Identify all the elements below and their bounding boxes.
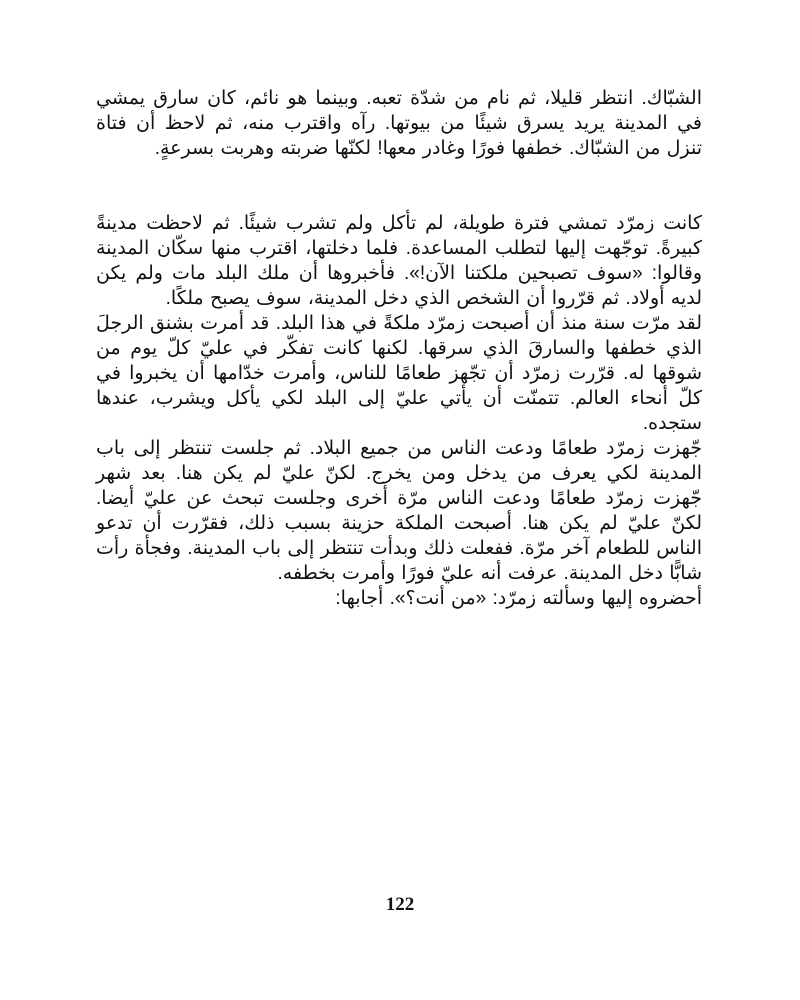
paragraph-4: جّهزت زمرّد طعامًا ودعت الناس من جميع البلاد. ثم جلست تنتظر إلى باب المدينة لكي يعرف من يدخل ومن يخرج. لكنّ عليّ لم يكن هنا. بعد شهر جّهزت زمرّد طعامًا ودعت الناس مرّة أخرى وجلست تبحث عن عليّ أيضا. لكنّ عليّ لم يكن هنا. أصبحت الملكة حزينة بسبب ذلك، فقرّرت أن تدعو الناس للطعام آخر مرّة. ففعلت ذلك وبدأت تنتظر إلى باب المدينة. وفجأة رأت شابًّا دخل المدينة. عرفت أنه عليّ فورًا وأمرت بخطفه. — [96, 438, 702, 584]
paragraph-2: كانت زمرّد تمشي فترة طويلة، لم تأكل ولم تشرب شيئًا. ثم لاحظت مدينةً كبيرةً. توجّهت إليها لتطلب المساعدة. فلما دخلتها، اقترب منها سكّان المدينة وقالوا: «سوف تصبحين ملكتنا الآن!». فأخبروها أن ملك البلد مات ولم يكن لديه أولاد. ثم قرّروا أن الشخص الذي دخل المدينة، سوف يصبح ملكًا. — [96, 213, 702, 309]
paragraph-spacer — [96, 161, 702, 186]
paragraph-5: أحضروه إليها وسألته زمرّد: «من أنت؟». أجابها: — [335, 588, 702, 609]
paragraph-3: لقد مرّت سنة منذ أن أصبحت زمرّد ملكةً في هذا البلد. قد أمرت بشنق الرجلَ الذي خطفها والسارقَ الذي سرقها. لكنها كانت تفكّر في عليّ كلّ يوم من شوقها له. قرّرت زمرّد أن تجّهز طعامًا للناس، وأمرت خدّامها أن يخبروا في كلّ أنحاء العالم. تتمنّت أن يأتي عليّ إلى البلد لكي يأكل ويشرب، عندها ستجده. — [96, 313, 702, 434]
paragraph-spacer — [96, 186, 702, 211]
page-body — [96, 86, 702, 611]
paragraph-1: الشبّاك. انتظر قليلا، ثم نام من شدّة تعبه. وبينما هو نائم، كان سارق يمشي في المدينة يريد يسرق شيئًا من بيوتها. رآه واقترب منه، ثم لاحظ أن فتاة تنزل من الشبّاك. خطفها فورًا وغادر معها! لكنّها ضربته وهربت بسرعةٍ. — [96, 88, 702, 159]
page-number: 122 — [385, 894, 415, 915]
